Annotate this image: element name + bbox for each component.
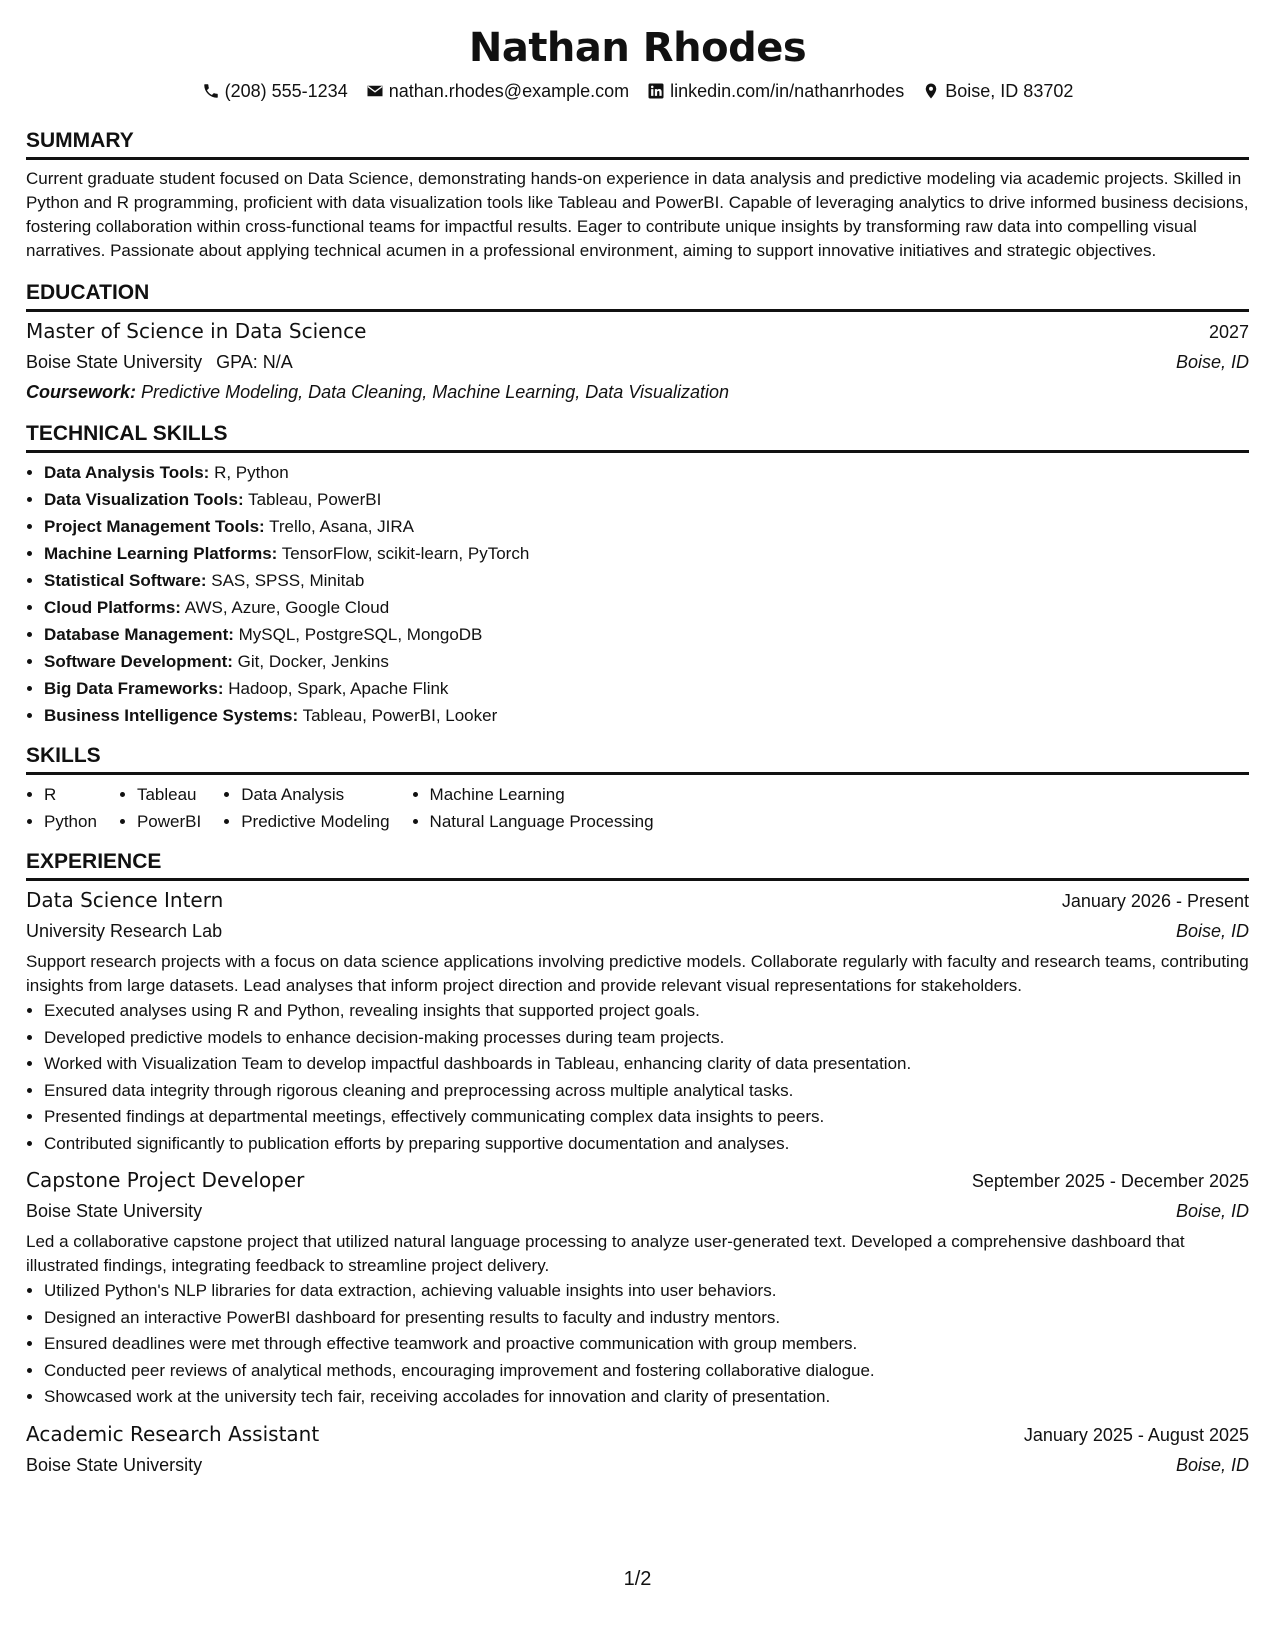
section-heading: SKILLS [26, 743, 1249, 775]
experience-section [26, 849, 1249, 1480]
list-item: • Utilized Python's NLP libraries for data extraction, achieving valuable insights into user behaviors. [44, 1278, 1249, 1305]
job-location: Boise, ID [1175, 1454, 1249, 1475]
list-item: • Data Visualization Tools: Tableau, PowerBI [44, 486, 1249, 513]
list-item: • Cloud Platforms: AWS, Azure, Google Cloud [44, 594, 1249, 621]
education-section [26, 280, 1249, 407]
list-item: • Machine Learning [430, 781, 654, 808]
coursework-list: Predictive Modeling, Data Cleaning, Machine Learning, Data Visualization [141, 382, 730, 402]
list-item: • PowerBI [137, 808, 201, 835]
list-item: • Software Development: Git, Docker, Jenkins [44, 648, 1249, 675]
list-item: • Big Data Frameworks: Hadoop, Spark, Apache Flink [44, 675, 1249, 702]
summary-text: Current graduate student focused on Data Science, demonstrating hands-on experience in data analysis and predictive modeling via academic projects. Skilled in Python and R programming, proficient with data visualization tools like Tableau and PowerBI. Capable of leveraging analytics to drive informed business decisions, fostering collaboration within cross-functional teams for impactful results. Eager to contribute unique insights by transforming raw data into compelling visual narratives. Passionate about applying technical acumen in a professional environment, aiming to support innovative initiatives and strategic objectives. [26, 169, 1249, 260]
job-title: Data Science Intern [26, 888, 224, 912]
list-item: • Data Analysis [241, 781, 389, 808]
job-entry [26, 885, 1249, 1157]
job-description: Support research projects with a focus on data science applications involving predictive models. Collaborate regularly with faculty and research teams, contributing insights from large datasets. Lead analyses that inform project direction and provide relevant visual representations for stakeholders. [26, 952, 1249, 995]
skills-grid [26, 781, 1249, 835]
job-title: Academic Research Assistant [26, 1421, 320, 1446]
skills-column [119, 781, 201, 835]
job-organization: Boise State University [26, 1201, 203, 1221]
list-item: • Predictive Modeling [241, 808, 389, 835]
list-item: • Tableau [137, 781, 201, 808]
summary-section [26, 128, 1249, 263]
job-bullets [26, 998, 1249, 1157]
list-item: • Developed predictive models to enhance decision-making processes during team projects. [44, 1025, 1249, 1052]
list-item: • Business Intelligence Systems: Tableau, PowerBI, Looker [44, 702, 1249, 729]
list-item: • Executed analyses using R and Python, revealing insights that supported project goals. [44, 998, 1249, 1025]
degree-title: Master of Science in Data Science [26, 319, 367, 343]
job-dates: January 2026 - Present [1061, 891, 1249, 911]
linkedin-url[interactable]: linkedin.com/in/nathanrhodes [670, 81, 905, 101]
list-item: • Worked with Visualization Team to develop impactful dashboards in Tableau, enhancing clarity of data presentation. [44, 1051, 1249, 1078]
job-entry [26, 1419, 1249, 1480]
skills-section [26, 743, 1249, 835]
job-organization: Boise State University [26, 1454, 203, 1475]
graduation-year: 2027 [1208, 322, 1249, 342]
section-heading: TECHNICAL SKILLS [26, 421, 1249, 453]
linkedin-icon [647, 82, 665, 100]
email-address[interactable]: nathan.rhodes@example.com [388, 81, 630, 101]
job-location: Boise, ID [1175, 1201, 1249, 1221]
list-item: • Ensured deadlines were met through effective teamwork and proactive communication with group members. [44, 1331, 1249, 1358]
list-item: • Data Analysis Tools: R, Python [44, 459, 1249, 486]
location-text: Boise, ID 83702 [945, 81, 1074, 101]
gpa: GPA: N/A [216, 352, 293, 372]
contact-email[interactable] [366, 78, 629, 104]
section-heading: EXPERIENCE [26, 849, 1249, 881]
list-item: • Database Management: MySQL, PostgreSQL, MongoDB [44, 621, 1249, 648]
contact-phone [202, 78, 348, 104]
phone-number: (208) 555-1234 [224, 81, 348, 101]
list-item: • Project Management Tools: Trello, Asana, JIRA [44, 513, 1249, 540]
job-description: Led a collaborative capstone project that utilized natural language processing to analyze user-generated text. Developed a comprehensive dashboard that illustrated findings, integrating feedback to streamline project delivery. [26, 1232, 1185, 1275]
coursework-label: Coursework: [26, 382, 137, 402]
map-pin-icon [922, 82, 940, 100]
skills-column [26, 781, 97, 835]
resume-page [26, 0, 1249, 1650]
contact-linkedin[interactable] [647, 78, 904, 104]
school-name: Boise State University [26, 352, 203, 372]
job-entry [26, 1165, 1249, 1411]
job-dates: January 2025 - August 2025 [1023, 1424, 1249, 1445]
page-number: 1/2 [623, 1568, 652, 1590]
envelope-icon [366, 82, 384, 100]
list-item: • Statistical Software: SAS, SPSS, Minitab [44, 567, 1249, 594]
list-item: • Presented findings at departmental meetings, effectively communicating complex data insights to peers. [44, 1104, 1249, 1131]
school-location: Boise, ID [1175, 352, 1249, 372]
list-item: • R [44, 781, 97, 808]
candidate-name: Nathan Rhodes [468, 25, 807, 71]
contact-location [922, 78, 1073, 104]
job-organization: University Research Lab [26, 921, 223, 941]
list-item: • Machine Learning Platforms: TensorFlow, scikit-learn, PyTorch [44, 540, 1249, 567]
coursework [26, 377, 1249, 407]
skills-column [412, 781, 654, 835]
technical-skills-section [26, 421, 1249, 729]
contact-bar [26, 78, 1249, 104]
technical-skills-list [26, 459, 1249, 729]
list-item: • Conducted peer reviews of analytical methods, encouraging improvement and fostering collaborative dialogue. [44, 1358, 1249, 1385]
list-item: • Showcased work at the university tech fair, receiving accolades for innovation and clarity of presentation. [44, 1384, 1249, 1411]
education-details [26, 347, 1249, 377]
list-item: • Contributed significantly to publication efforts by preparing supportive documentation and analyses. [44, 1131, 1249, 1158]
section-heading: EDUCATION [26, 280, 1249, 312]
list-item: • Ensured data integrity through rigorous cleaning and preprocessing across multiple analytical tasks. [44, 1078, 1249, 1105]
skills-column [223, 781, 389, 835]
list-item: • Designed an interactive PowerBI dashboard for presenting results to faculty and industry mentors. [44, 1305, 1249, 1332]
job-location: Boise, ID [1175, 921, 1249, 941]
phone-icon [202, 82, 220, 100]
job-title: Capstone Project Developer [26, 1168, 305, 1192]
job-dates: September 2025 - December 2025 [971, 1171, 1249, 1191]
list-item: • Natural Language Processing [430, 808, 654, 835]
job-bullets [26, 1278, 1249, 1411]
education-row [26, 316, 1249, 347]
list-item: • Python [44, 808, 97, 835]
section-heading: SUMMARY [26, 128, 1249, 160]
